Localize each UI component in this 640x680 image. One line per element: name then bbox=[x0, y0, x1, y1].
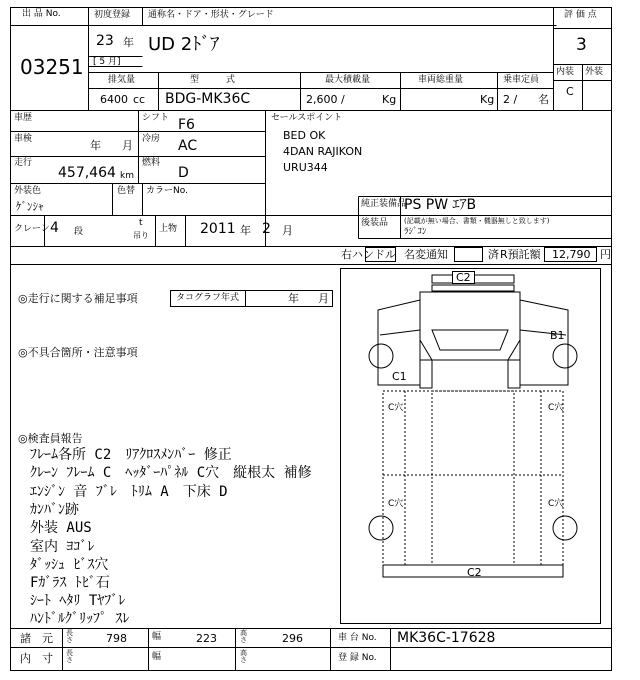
interior-label: 内装 bbox=[556, 67, 575, 77]
inner-width-label: 幅 bbox=[152, 652, 162, 662]
mileage-label: 走行 bbox=[14, 158, 33, 168]
driving-notes-title: ◎走行に関する補足事項 bbox=[18, 292, 138, 305]
gvw-label: 車両総重量 bbox=[418, 75, 464, 85]
gvw-unit: Kg bbox=[480, 93, 495, 106]
interior-grade: C bbox=[566, 85, 574, 98]
year-unit: 年 bbox=[123, 36, 134, 49]
inspector-line: ｸﾚｰﾝ ﾌﾚｰﾑ C ﾍｯﾀﾞｰﾊﾟﾈﾙ C穴 縦根太 補修 bbox=[30, 465, 312, 481]
mark-left-upper: C穴 bbox=[388, 403, 404, 413]
mileage-unit: km bbox=[120, 171, 134, 181]
first-reg-label: 初度登録 bbox=[94, 10, 131, 20]
mark-right-lower: C穴 bbox=[548, 499, 564, 509]
width-label: 幅 bbox=[152, 632, 162, 642]
aftermarket-label: 後装品 bbox=[361, 218, 389, 228]
inspection-month-unit: 月 bbox=[122, 139, 133, 152]
capacity-value: 2 / bbox=[503, 93, 518, 106]
upper-body-month: 2 bbox=[262, 221, 271, 237]
aftermarket-note: (記載が無い場合、書類・機器無しと致します) bbox=[404, 217, 550, 225]
displacement-value: 6400 bbox=[100, 93, 128, 106]
reg-no-label: 登 録 No. bbox=[338, 653, 377, 663]
ext-color-label: 外装色 bbox=[14, 186, 42, 196]
inspector-line: 外装 AUS bbox=[30, 520, 92, 536]
mark-front-left: C1 bbox=[392, 370, 407, 383]
month-unit: 月 bbox=[107, 57, 117, 67]
crane-stage-unit: 段 bbox=[74, 227, 84, 237]
inspector-line: ﾊﾝﾄﾞﾙｸﾞﾘｯﾌﾟ ｽﾚ bbox=[30, 611, 130, 627]
shift-value: F6 bbox=[178, 117, 195, 133]
truck-diagram bbox=[369, 275, 577, 577]
capacity-unit: 名 bbox=[538, 93, 549, 106]
inspector-line: 室内 ﾖｺﾞﾚ bbox=[30, 539, 95, 555]
vehicle-name-label: 通称名・ドア・形状・グレード bbox=[148, 10, 274, 20]
upper-body-year: 2011 bbox=[200, 221, 236, 237]
vehicle-name: UD 2ﾄﾞｱ bbox=[148, 34, 220, 55]
exterior-label: 外装 bbox=[585, 67, 604, 77]
chassis-label: 車 台 No. bbox=[338, 633, 377, 643]
mileage-value: 457,464 bbox=[58, 165, 116, 181]
sales-point-label: セールスポイント bbox=[271, 113, 343, 123]
inspector-line: ﾌﾚｰﾑ各所 C2 ﾘｱｸﾛｽﾒﾝﾊﾞｰ 修正 bbox=[30, 447, 232, 463]
fuel-value: D bbox=[178, 165, 189, 181]
inner-length-label: 長さ bbox=[66, 649, 73, 664]
name-change-label: 名変通知 bbox=[404, 248, 448, 261]
max-load-value: 2,600 / bbox=[306, 93, 345, 106]
factory-equip-label: 純正装備品 bbox=[361, 199, 407, 209]
width-value: 223 bbox=[196, 632, 217, 645]
inspector-line: ｶﾝﾊﾞﾝ跡 bbox=[30, 502, 79, 518]
first-reg-month: 5 bbox=[99, 57, 106, 67]
height-value: 296 bbox=[282, 632, 303, 645]
capacity-label: 乗車定員 bbox=[503, 75, 540, 85]
ext-color-value: ｹﾞﾝｼｬ bbox=[16, 200, 44, 213]
inspector-line: Fｶﾞﾗｽ ﾄﾋﾞ石 bbox=[30, 575, 110, 591]
inspector-line: ﾀﾞｯｼｭ ﾋﾞｽ穴 bbox=[30, 557, 109, 573]
sales-point-2: 4DAN RAJIKON bbox=[283, 145, 363, 158]
tax-amount: 12,790 bbox=[552, 248, 591, 261]
crane-lift-unit: 吊り bbox=[133, 231, 149, 240]
mark-left-lower: C穴 bbox=[388, 499, 404, 509]
upper-body-label: 上物 bbox=[159, 224, 178, 234]
inspection-year-unit: 年 bbox=[90, 139, 101, 152]
length-label: 長さ bbox=[66, 629, 73, 644]
aircon-label: 冷房 bbox=[142, 134, 161, 144]
displacement-label: 排気量 bbox=[108, 75, 136, 85]
length-value: 798 bbox=[106, 632, 127, 645]
color-change-label: 色替 bbox=[117, 186, 136, 196]
mark-right-upper: C穴 bbox=[548, 403, 564, 413]
dims-label: 諸 元 bbox=[20, 632, 53, 645]
max-load-unit: Kg bbox=[382, 93, 397, 106]
tachograph-label: タコグラフ年式 bbox=[176, 293, 240, 303]
upper-body-year-unit: 年 bbox=[240, 224, 251, 237]
inspector-line: ｼｰﾄ ﾍﾀﾘ Tﾔﾌﾞﾚ bbox=[30, 593, 126, 609]
color-no-label: カラーNo. bbox=[146, 186, 188, 196]
history-label: 車歴 bbox=[14, 113, 33, 123]
first-reg-year: 23 bbox=[96, 33, 114, 49]
lot-label: 出 品 No. bbox=[22, 9, 61, 19]
sales-point-1: BED OK bbox=[283, 129, 326, 142]
displacement-unit: cc bbox=[133, 93, 146, 106]
crane-ton-unit: t bbox=[139, 218, 143, 228]
tax-check: 済 bbox=[488, 248, 499, 261]
first-reg-month-box: [ 5 月] bbox=[93, 57, 121, 67]
inner-height-label: 高さ bbox=[240, 649, 247, 664]
yen-unit: 円 bbox=[600, 248, 611, 261]
model-label: 型 式 bbox=[190, 75, 236, 85]
crane-label: クレーン bbox=[14, 224, 50, 234]
sales-point-3: URU344 bbox=[283, 161, 328, 174]
handle-side: 右ハンドル bbox=[341, 248, 396, 261]
mark-front-top: C2 bbox=[452, 271, 475, 284]
mark-bottom: C2 bbox=[467, 566, 482, 579]
lot-number: 03251 bbox=[20, 55, 84, 79]
score-label: 評 価 点 bbox=[564, 10, 597, 20]
fuel-label: 燃料 bbox=[142, 158, 161, 168]
tachograph-year-unit: 年 bbox=[288, 292, 299, 305]
inspector-report-title: ◎検査員報告 bbox=[18, 432, 83, 445]
defect-notes-title: ◎不具合箇所・注意事項 bbox=[18, 346, 138, 359]
model-value: BDG-MK36C bbox=[165, 91, 251, 107]
factory-equip-value: PS PW ｴｱB bbox=[404, 197, 477, 213]
tachograph-month-unit: 月 bbox=[318, 292, 329, 305]
tax-label: R預託額 bbox=[500, 248, 541, 261]
inner-dims-label: 内 寸 bbox=[20, 652, 53, 665]
score-value: 3 bbox=[576, 35, 587, 55]
max-load-label: 最大積載量 bbox=[325, 75, 371, 85]
crane-stages: 4 bbox=[50, 220, 59, 236]
shift-label: シフト bbox=[142, 113, 170, 123]
upper-body-month-unit: 月 bbox=[282, 224, 293, 237]
chassis-value: MK36C-17628 bbox=[397, 630, 496, 646]
aircon-value: AC bbox=[178, 138, 198, 154]
height-label: 高さ bbox=[240, 629, 247, 644]
mark-front-right: B1 bbox=[550, 329, 565, 342]
inspector-line: ｴﾝｼﾞﾝ 音 ﾌﾞﾚ ﾄﾘﾑ A 下床 D bbox=[30, 484, 228, 500]
aftermarket-value: ﾗｼﾞｺﾝ bbox=[404, 227, 427, 237]
inspection-label: 車検 bbox=[14, 134, 33, 144]
